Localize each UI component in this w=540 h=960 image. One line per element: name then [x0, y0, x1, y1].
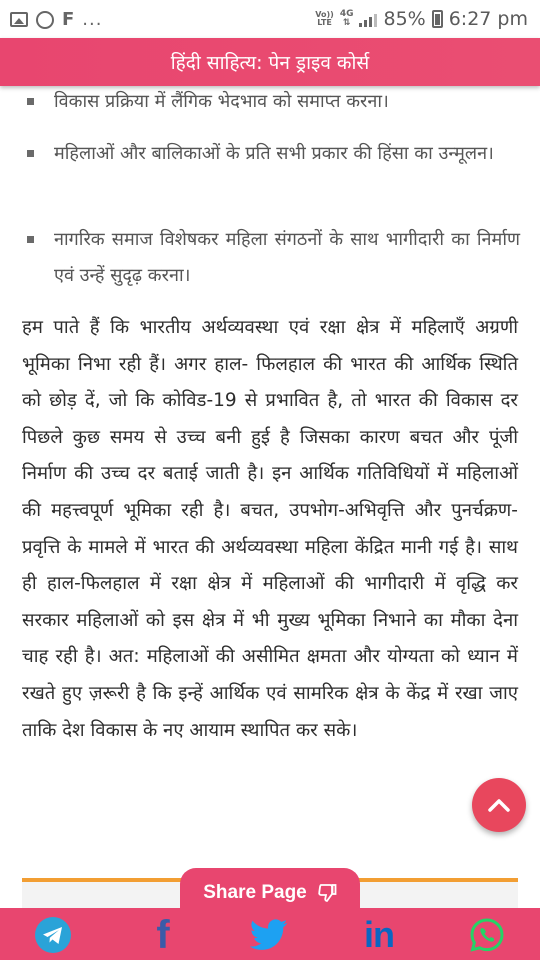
page-title: हिंदी साहित्य: पेन ड्राइव कोर्स	[170, 52, 370, 74]
scroll-to-top-button[interactable]	[472, 778, 526, 832]
share-page-button[interactable]	[180, 868, 360, 918]
whatsapp-share-button[interactable]	[468, 916, 506, 954]
list-item: विकास प्रक्रिया में लैंगिक भेदभाव को समाप्त करना।	[32, 84, 520, 120]
chevron-up-icon	[488, 798, 510, 812]
whatsapp-icon	[469, 917, 505, 953]
twitter-share-button[interactable]	[250, 916, 288, 954]
battery-icon	[432, 10, 443, 28]
facebook-icon: f	[156, 913, 170, 957]
telegram-icon	[34, 916, 72, 954]
flipboard-notification-icon: F	[62, 9, 75, 30]
bullet-marker	[27, 236, 34, 243]
linkedin-share-button[interactable]	[358, 916, 400, 954]
body-paragraph: हम पाते हैं कि भारतीय अर्थव्यवस्था एवं रक्षा क्षेत्र में महिलाएँ अग्रणी भूमिका निभा रही हैं। अगर हाल- फिलहाल की भारत की आर्थिक स्थिति को छोड़ दें, जो कि कोविड-19 से प्रभावित है, तो भारत की विकास दर पिछले कुछ समय से उच्च बनी हुई है जिसका कारण बचत और पूंजी निर्माण की उच्च दर बताई जाती है। इन आर्थिक गतिविधियों में महिलाओं की महत्त्वपूर्ण भूमिका रही है। बचत, उपभोग-अभिवृत्ति और पुनर्चक्रण-प्रवृत्ति के मामले में भारत की अर्थव्यवस्था महिला केंद्रित मानी गई है। साथ ही हाल-फिलहाल में रक्षा क्षेत्र में महिलाओं की भागीदारी में वृद्धि कर सरकार महिलाओं को इस क्षेत्र में भी मुख्य भूमिका निभाने का मौका देना चाह रही है। अत: महिलाओं की असीमित क्षमता और योग्यता को ध्यान में रखते हुए ज़रूरी है कि इन्हें आर्थिक एवं सामरिक क्षेत्र के केंद्र में रखा जाए ताकि देश विकास के नए आयाम स्थापित कर सके।	[22, 317, 518, 741]
whatsapp-notification-icon	[36, 11, 54, 29]
bullet-marker	[27, 150, 34, 157]
clock: 6:27 pm	[448, 8, 528, 30]
thumbs-down-icon	[317, 883, 337, 903]
list-item: महिलाओं और बालिकाओं के प्रति सभी प्रकार की हिंसा का उन्मूलन।	[32, 136, 520, 172]
twitter-icon	[250, 918, 288, 952]
more-notifications-icon: ...	[82, 9, 103, 30]
gallery-notification-icon	[10, 12, 28, 27]
volte-indicator: Vo)) LTE	[315, 10, 334, 27]
list-item: नागरिक समाज विशेषकर महिला संगठनों के साथ भागीदारी का निर्माण एवं उन्हें सुदृढ़ करना।	[32, 222, 520, 294]
system-status	[315, 8, 528, 30]
share-page-label: Share Page	[203, 882, 307, 903]
battery-percent: 85%	[383, 8, 426, 30]
linkedin-icon: in	[364, 914, 394, 955]
status-bar	[0, 0, 540, 38]
network-type-indicator: 4G ⇅	[339, 9, 354, 28]
facebook-share-button[interactable]	[144, 913, 182, 957]
notification-icons	[10, 9, 102, 30]
telegram-share-button[interactable]	[34, 916, 72, 954]
signal-strength-icon	[359, 11, 377, 27]
bullet-marker	[27, 98, 34, 105]
app-header	[0, 38, 540, 86]
